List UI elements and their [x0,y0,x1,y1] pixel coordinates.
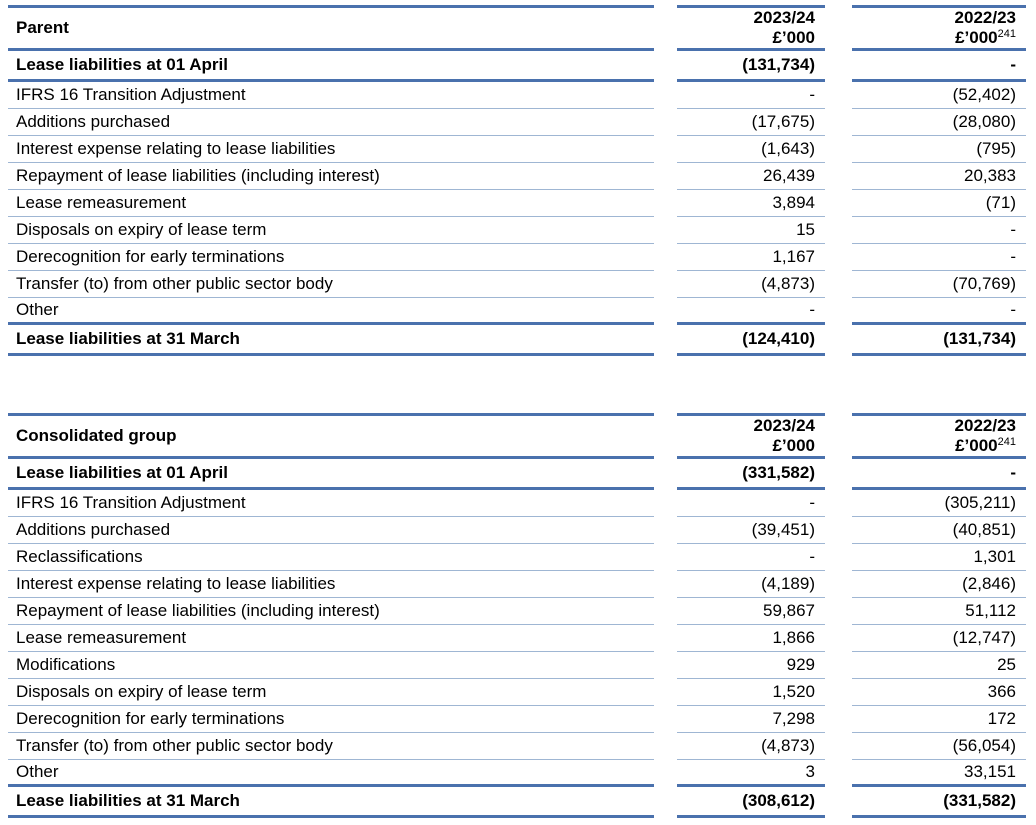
table-row [0,217,1036,244]
value-prior: 20,383 [852,163,1026,190]
value-prior: (131,734) [852,325,1026,356]
table-row [0,679,1036,706]
value-current: 3 [677,760,825,787]
column-header-current-year: 2023/24 [753,8,815,27]
column-header-current-unit-text: £’000 [772,436,815,455]
value-prior: (40,851) [852,517,1026,544]
value-current: 929 [677,652,825,679]
table-row [0,490,1036,517]
column-header-prior-footnote-ref: 241 [997,436,1016,448]
value-prior: (71) [852,190,1026,217]
table-row [0,517,1036,544]
row-label: Other [8,760,654,787]
value-current: - [677,490,825,517]
row-label: IFRS 16 Transition Adjustment [8,82,654,109]
value-prior: (70,769) [852,271,1026,298]
table-row [0,652,1036,679]
row-label: Derecognition for early terminations [8,244,654,271]
table-title: Parent [8,5,654,51]
table-row [0,298,1036,325]
table-row [0,706,1036,733]
column-header-current [677,5,825,51]
value-prior: - [852,298,1026,325]
row-label: Lease remeasurement [8,190,654,217]
column-header-prior-footnote-ref: 241 [997,28,1016,40]
column-header-prior-unit [955,436,1016,456]
row-label: Other [8,298,654,325]
table-row [0,733,1036,760]
row-label: Additions purchased [8,109,654,136]
row-label: Transfer (to) from other public sector body [8,733,654,760]
table-row [0,136,1036,163]
table-row [0,82,1036,109]
table-row [0,571,1036,598]
row-label: Lease liabilities at 01 April [8,51,654,82]
value-prior: 366 [852,679,1026,706]
value-prior: (795) [852,136,1026,163]
column-header-prior [852,413,1026,459]
column-header-current-unit-text: £’000 [772,28,815,47]
table-row [0,163,1036,190]
table-row [0,271,1036,298]
table-row [0,244,1036,271]
value-prior: 33,151 [852,760,1026,787]
column-header-current-year: 2023/24 [753,416,815,435]
table-row [0,598,1036,625]
value-current: 1,167 [677,244,825,271]
row-label: Interest expense relating to lease liabilities [8,136,654,163]
row-label: Transfer (to) from other public sector body [8,271,654,298]
value-prior: 172 [852,706,1026,733]
value-prior: 25 [852,652,1026,679]
row-label: IFRS 16 Transition Adjustment [8,490,654,517]
value-current: - [677,82,825,109]
value-current: 59,867 [677,598,825,625]
column-header-current-unit [772,28,815,48]
value-prior: - [852,51,1026,82]
table-header [0,413,1036,459]
value-current: 1,520 [677,679,825,706]
opening-balance-row [0,459,1036,490]
value-prior: (331,582) [852,787,1026,818]
row-label: Lease remeasurement [8,625,654,652]
row-label: Repayment of lease liabilities (including interest) [8,598,654,625]
value-current: (1,643) [677,136,825,163]
row-label: Additions purchased [8,517,654,544]
value-current: (39,451) [677,517,825,544]
row-label: Lease liabilities at 01 April [8,459,654,490]
value-prior: (28,080) [852,109,1026,136]
value-prior: (52,402) [852,82,1026,109]
value-prior: (2,846) [852,571,1026,598]
closing-balance-row [0,787,1036,818]
column-header-prior-unit-text: £’000 [955,28,998,47]
value-prior: (56,054) [852,733,1026,760]
value-current: 7,298 [677,706,825,733]
row-label: Derecognition for early terminations [8,706,654,733]
table-title: Consolidated group [8,413,654,459]
row-label: Interest expense relating to lease liabilities [8,571,654,598]
value-prior: (12,747) [852,625,1026,652]
column-header-prior-unit [955,28,1016,48]
table-header [0,5,1036,51]
column-header-current-unit [772,436,815,456]
column-header-prior-year: 2022/23 [954,8,1016,27]
table-row [0,760,1036,787]
value-prior: 51,112 [852,598,1026,625]
value-current: - [677,544,825,571]
row-label: Modifications [8,652,654,679]
value-current: (17,675) [677,109,825,136]
value-prior: (305,211) [852,490,1026,517]
value-current: (308,612) [677,787,825,818]
column-header-prior-unit-text: £’000 [955,436,998,455]
column-header-current [677,413,825,459]
row-label: Lease liabilities at 31 March [8,787,654,818]
table-row [0,544,1036,571]
closing-balance-row [0,325,1036,356]
value-current: (4,873) [677,733,825,760]
row-label: Lease liabilities at 31 March [8,325,654,356]
value-prior: 1,301 [852,544,1026,571]
value-current: (4,873) [677,271,825,298]
column-header-prior-year: 2022/23 [954,416,1016,435]
column-header-prior [852,5,1026,51]
value-current: 26,439 [677,163,825,190]
row-label: Repayment of lease liabilities (including interest) [8,163,654,190]
value-prior: - [852,459,1026,490]
value-current: 3,894 [677,190,825,217]
value-current: 1,866 [677,625,825,652]
value-prior: - [852,244,1026,271]
value-current: (4,189) [677,571,825,598]
row-label: Disposals on expiry of lease term [8,679,654,706]
value-current: (124,410) [677,325,825,356]
value-current: (131,734) [677,51,825,82]
row-label: Reclassifications [8,544,654,571]
value-prior: - [852,217,1026,244]
table-row [0,625,1036,652]
value-current: - [677,298,825,325]
value-current: 15 [677,217,825,244]
opening-balance-row [0,51,1036,82]
table-row [0,109,1036,136]
table-row [0,190,1036,217]
row-label: Disposals on expiry of lease term [8,217,654,244]
value-current: (331,582) [677,459,825,490]
